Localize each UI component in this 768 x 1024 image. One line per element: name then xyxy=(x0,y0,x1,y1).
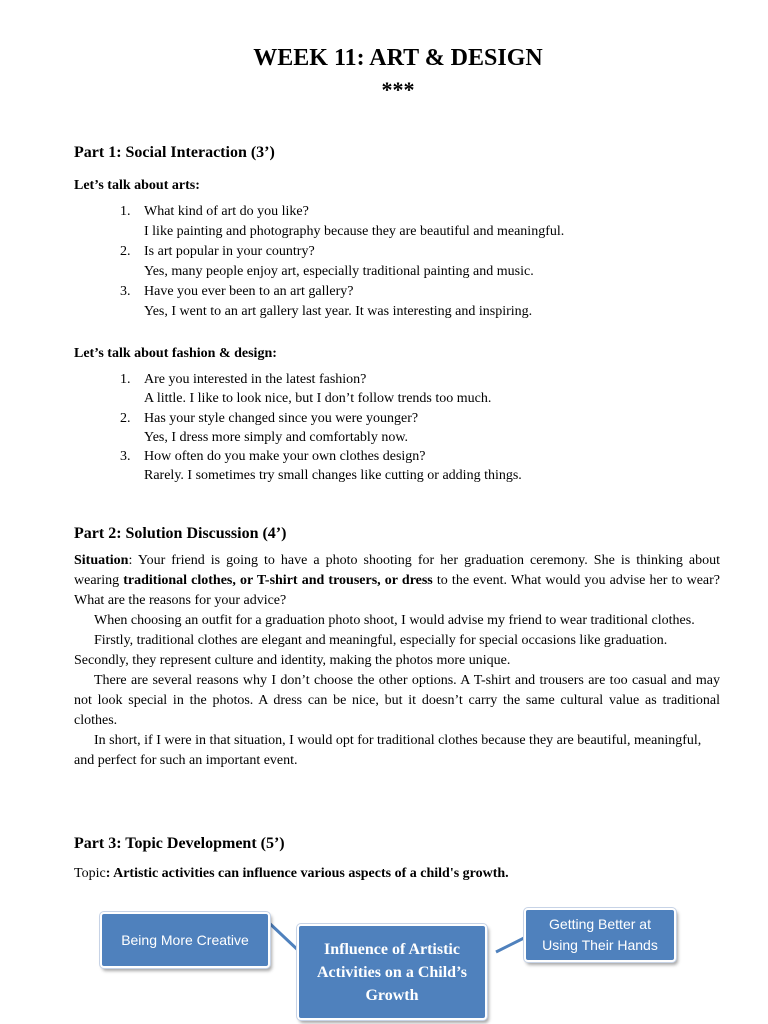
situation-label: Situation xyxy=(74,553,129,568)
list-number: 1. xyxy=(120,204,131,219)
list-number: 3. xyxy=(120,284,131,299)
arts-heading: Let’s talk about arts: xyxy=(74,178,200,193)
part2-heading: Part 2: Solution Discussion (4’) xyxy=(74,525,287,542)
topic-text: Artistic activities can influence various aspects of a child's growth. xyxy=(113,866,509,881)
question-text: Is art popular in your country? xyxy=(144,244,315,259)
situation-text: : Your friend is going to have a photo shooting for her graduation ceremony. She is thinking about wearing xyxy=(74,553,720,588)
answer-text: Yes, I went to an art gallery last year. It was interesting and inspiring. xyxy=(144,304,533,319)
topic-label: Topic xyxy=(74,866,106,881)
list-number: 2. xyxy=(120,410,131,426)
diagram-right-box xyxy=(524,908,676,962)
part3-heading: Part 3: Topic Development (5’) xyxy=(74,835,285,852)
answer-text: A little. I like to look nice, but I don’t follow trends too much. xyxy=(144,391,492,407)
answer-text: Rarely. I sometimes try small changes like cutting or adding things. xyxy=(144,468,522,484)
diagram-center-label: Influence of Artistic Activities on a Child’s Growth xyxy=(316,940,468,1004)
title-stars: *** xyxy=(381,77,415,102)
question-text: Are you interested in the latest fashion? xyxy=(144,372,367,387)
diagram-left-box xyxy=(100,912,270,968)
diagram-right-label: Getting Better at Using Their Hands xyxy=(542,916,658,953)
answer-text: Yes, I dress more simply and comfortably now. xyxy=(144,429,409,445)
connector-left xyxy=(266,920,300,952)
answer-paragraph: Firstly, traditional clothes are elegant and meaningful, especially for special occasions like graduation. xyxy=(94,633,668,648)
fashion-heading: Let’s talk about fashion & design: xyxy=(74,346,277,361)
situation-text-end: to the event. What would you advise her to wear? What are the reasons for your advice? xyxy=(74,573,720,608)
part1-heading: Part 1: Social Interaction (3’) xyxy=(74,144,275,161)
diagram-left-label: Being More Creative xyxy=(121,931,249,948)
question-text: How often do you make your own clothes design? xyxy=(144,449,426,465)
question-text: What kind of art do you like? xyxy=(144,204,309,219)
answer-text: Yes, many people enjoy art, especially traditional painting and music. xyxy=(144,264,534,279)
question-text: Has your style changed since you were younger? xyxy=(144,410,419,426)
list-number: 1. xyxy=(120,372,131,387)
answer-paragraph: Secondly, they represent culture and identity, making the photos more unique. xyxy=(74,653,511,668)
connector-right xyxy=(496,938,524,952)
diagram-center-box xyxy=(297,924,487,1020)
page-title: WEEK 11: ART & DESIGN xyxy=(253,45,543,71)
topic-colon: : xyxy=(105,866,114,881)
answer-paragraph: In short, if I were in that situation, I would opt for traditional clothes because they are beautiful, meaningful, and perfect for such an important event. xyxy=(74,733,702,768)
answer-paragraph: When choosing an outfit for a graduation photo shoot, I would advise my friend to wear traditional clothes. xyxy=(94,613,695,628)
answer-text: I like painting and photography because they are beautiful and meaningful. xyxy=(144,224,565,239)
list-number: 2. xyxy=(120,244,131,259)
answer-paragraph: There are several reasons why I don’t choose the other options. A T-shirt and trousers are too casual and may not look special in the photos. A dress can be nice, but it doesn’t carry the same cultural value as traditional clothes. xyxy=(74,673,720,728)
question-text: Have you ever been to an art gallery? xyxy=(144,284,354,299)
list-number: 3. xyxy=(120,449,131,465)
situation-options: traditional clothes, or T-shirt and trousers, or dress xyxy=(123,573,433,588)
